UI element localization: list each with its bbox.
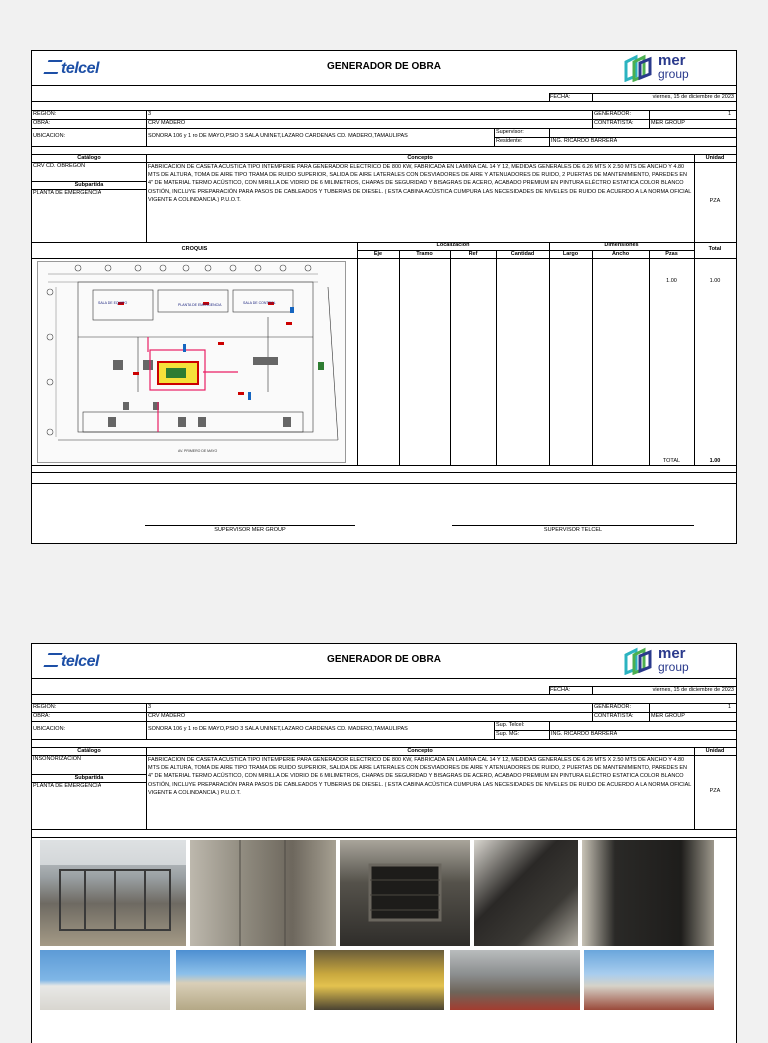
unidad-header: Unidad bbox=[705, 155, 725, 161]
mer-group-logo bbox=[622, 647, 732, 675]
subpartida-value: PLANTA DE EMERGENCIA bbox=[33, 783, 102, 789]
generador-label: GENERADOR: bbox=[594, 704, 631, 710]
photo-caseta-frame-1-detail bbox=[40, 840, 186, 946]
photo-site-10 bbox=[584, 950, 714, 1010]
concepto-header: Concepto bbox=[407, 155, 433, 161]
fecha-value: viernes, 15 de diciembre de 2023 bbox=[652, 687, 734, 693]
telcel-logo-text: telcel bbox=[61, 653, 99, 670]
mer-logo-word: mer bbox=[658, 52, 686, 69]
document-title: GENERADOR DE OBRA bbox=[327, 61, 441, 72]
catalogo-header: Catálogo bbox=[77, 155, 101, 161]
telcel-logo-text: telcel bbox=[61, 60, 99, 77]
catalogo-value: INSONORIZACION bbox=[33, 756, 81, 762]
document-title: GENERADOR DE OBRA bbox=[327, 654, 441, 665]
photo-caseta-interior-3-detail bbox=[340, 840, 470, 946]
region-label: REGION: bbox=[33, 111, 57, 117]
residente-value: ING. RICARDO BARRERA bbox=[551, 138, 618, 144]
obra-value: CRV MADERO bbox=[148, 120, 186, 126]
group-logo-word: group bbox=[658, 660, 689, 674]
photo-site-7 bbox=[176, 950, 306, 1010]
ubicacion-label: UBICACION: bbox=[33, 726, 66, 732]
photo-caseta-enclosure-5 bbox=[582, 840, 714, 946]
plan-label-sala-control: SALA DE CONTROL bbox=[243, 301, 276, 305]
contratista-label: CONTRATISTA: bbox=[594, 120, 634, 126]
photo-caseta-panel-2-detail bbox=[190, 840, 336, 946]
dimensiones-header: Dimensiones bbox=[604, 242, 639, 248]
unidad-value: PZA bbox=[709, 198, 721, 204]
catalogo-header: Catálogo bbox=[77, 748, 101, 754]
contratista-label: CONTRATISTA: bbox=[594, 713, 634, 719]
total-value: 1.00 bbox=[709, 278, 721, 284]
sheet-header bbox=[32, 51, 736, 86]
fecha-label: FECHA: bbox=[550, 94, 571, 100]
sup-mg-label: Sup. MG: bbox=[496, 731, 520, 737]
total-header: Total bbox=[708, 246, 722, 252]
ubicacion-value: SONORA 106 y 1 ro DE MAYO,PSIO 3 SALA UNINET,LAZARO CARDENAS CD. MADERO,TAMAULIPAS bbox=[148, 133, 408, 139]
plan-street-label: AV. PRIMERO DE MAYO bbox=[178, 449, 218, 453]
localizacion-header: Localización bbox=[436, 242, 470, 248]
group-logo-word: group bbox=[658, 67, 689, 81]
supervisor-label: Supervisor: bbox=[496, 129, 524, 135]
site-plan-drawing bbox=[38, 262, 345, 462]
obra-label: OBRA: bbox=[33, 713, 51, 719]
mer-group-logo bbox=[622, 54, 732, 82]
unidad-header: Unidad bbox=[705, 748, 725, 754]
concepto-text: FABRICACION DE CASETA ACUSTICA TIPO INTEMPERIE PARA GENERADOR ELECTRICO DE 800 KW, FABRICADA EN LAMINA CAL 14 Y 12, MEDIDAS GENERALES DE 6.26 MTS X 2.50 MTS DE ANCHO Y 4.80 MTS DE ALTURA, TOMA DE AIRE TIPO TRAMA DE RUIDO SUPERIOR, SALIDA DE AIRE LATERALES CON DESVIADORES DE AIRE Y ATENUADORES DE RUIDO, 2 PUERTAS DE MANTENIMIENTO, PAREDES EN 4" DE MATERIAL TERMO ACÚSTICO, CON MIRILLA DE VIDRIO DE 6 MILIMETROS, CHAPAS DE SEGURIDAD Y BISAGRAS DE ACERO, ACABADO PREMIUM EN PINTURA ELÉCTRO ESTATICA COLOR BLANCO OSTIÓN, INCLUYE PREPARACIÓN PARA PASOS DE CABLEADOS Y TUBERIAS DE DIESEL. ( ESTA CABINA ACÚSTICA CUMPURA LAS NECESIDADES DE NIVELES DE RUIDO DE ACUERDO A LA NORMA OFICIAL VIGENTE A COLINDANCIA.) P.U.O.T. bbox=[148, 757, 692, 796]
contratista-value: MER GROUP bbox=[651, 120, 685, 126]
fecha-value: viernes, 15 de diciembre de 2023 bbox=[652, 94, 734, 100]
contratista-value: MER GROUP bbox=[651, 713, 685, 719]
generador-value: 1 bbox=[727, 111, 731, 117]
mer-group-logo-icon bbox=[622, 647, 654, 675]
concepto-text: FABRICACION DE CASETA ACUSTICA TIPO INTEMPERIE PARA GENERADOR ELECTRICO DE 800 KW, FABRICADA EN LAMINA CAL 14 Y 12, MEDIDAS GENERALES DE 6.26 MTS X 2.50 MTS DE ANCHO Y 4.80 MTS DE ALTURA, TOMA DE AIRE TIPO TRAMA DE RUIDO SUPERIOR, SALIDA DE AIRE LATERALES CON DESVIADORES DE AIRE Y ATENUADORES DE RUIDO, 2 PUERTAS DE MANTENIMIENTO, PAREDES EN 4" DE MATERIAL TERMO ACÚSTICO, CON MIRILLA DE VIDRIO DE 6 MILIMETROS, CHAPAS DE SEGURIDAD Y BISAGRAS DE ACERO, ACABADO PREMIUM EN PINTURA ELÉCTRO ESTATICA COLOR BLANCO OSTIÓN, INCLUYE PREPARACIÓN PARA PASOS DE CABLEADOS Y TUBERIAS DE DIESEL. ( ESTA CABINA ACÚSTICA CUMPURA LAS NECESIDADES DE NIVELES DE RUIDO DE ACUERDO A LA NORMA OFICIAL VIGENTE A COLINDANCIA.) P.U.O.T. bbox=[148, 164, 692, 203]
residente-label: Residente: bbox=[496, 138, 523, 144]
sheet-header-2 bbox=[32, 644, 736, 679]
total-label: TOTAL bbox=[662, 458, 681, 464]
croquis-site-plan bbox=[37, 261, 346, 463]
col-tramo: Tramo bbox=[416, 251, 433, 257]
generador-sheet-1 bbox=[31, 50, 737, 544]
region-value: 3 bbox=[148, 704, 152, 710]
col-cantidad: Cantidad bbox=[510, 251, 535, 257]
photo-site-8 bbox=[314, 950, 444, 1010]
mer-logo-word: mer bbox=[658, 645, 686, 662]
fecha-label: FECHA: bbox=[550, 687, 571, 693]
croquis-header: CROQUIS bbox=[181, 246, 208, 252]
sup-telcel-label: Sup. Telcel: bbox=[496, 722, 525, 728]
signature-supervisor-mer-group: SUPERVISOR MER GROUP bbox=[214, 527, 286, 533]
region-label: REGION: bbox=[33, 704, 57, 710]
ubicacion-label: UBICACION: bbox=[33, 133, 66, 139]
col-ref: Ref bbox=[468, 251, 478, 257]
sup-mg-value: ING. RICARDO BARRERA bbox=[551, 731, 618, 737]
col-ancho: Ancho bbox=[611, 251, 630, 257]
pzas-value: 1.00 bbox=[666, 278, 677, 284]
subpartida-header: Subpartida bbox=[74, 182, 104, 188]
plan-label-sala-equipo: SALA DE EQUIPO bbox=[98, 301, 128, 305]
generador-value: 1 bbox=[727, 704, 731, 710]
photo-site-9 bbox=[450, 950, 580, 1010]
concepto-header: Concepto bbox=[407, 748, 433, 754]
obra-value: CRV MADERO bbox=[148, 713, 186, 719]
mer-group-logo-icon bbox=[622, 54, 654, 82]
subpartida-value: PLANTA DE EMERGENCIA bbox=[33, 190, 102, 196]
photo-caseta-door-4 bbox=[474, 840, 578, 946]
plan-label-planta: PLANTA DE EMERGENCIA bbox=[178, 303, 222, 307]
region-value: 3 bbox=[148, 111, 152, 117]
ubicacion-value: SONORA 106 y 1 ro DE MAYO,PSIO 3 SALA UNINET,LAZARO CARDENAS CD. MADERO,TAMAULIPAS bbox=[148, 726, 408, 732]
col-pzas: Pzas bbox=[665, 251, 678, 257]
col-eje: Eje bbox=[373, 251, 383, 257]
catalogo-value: CRV CD. OBREGON bbox=[33, 163, 86, 169]
signature-supervisor-telcel: SUPERVISOR TELCEL bbox=[543, 527, 603, 533]
subpartida-header: Subpartida bbox=[74, 775, 104, 781]
photo-caseta-interior-3 bbox=[340, 840, 470, 946]
generador-sheet-2 bbox=[31, 643, 737, 1043]
obra-label: OBRA: bbox=[33, 120, 51, 126]
col-largo: Largo bbox=[562, 251, 579, 257]
grand-total: 1.00 bbox=[709, 458, 721, 464]
photo-site-6 bbox=[40, 950, 170, 1010]
unidad-value: PZA bbox=[709, 788, 721, 794]
photo-caseta-panel-2 bbox=[190, 840, 336, 946]
generador-label: GENERADOR: bbox=[594, 111, 631, 117]
photo-caseta-frame-1 bbox=[40, 840, 186, 946]
